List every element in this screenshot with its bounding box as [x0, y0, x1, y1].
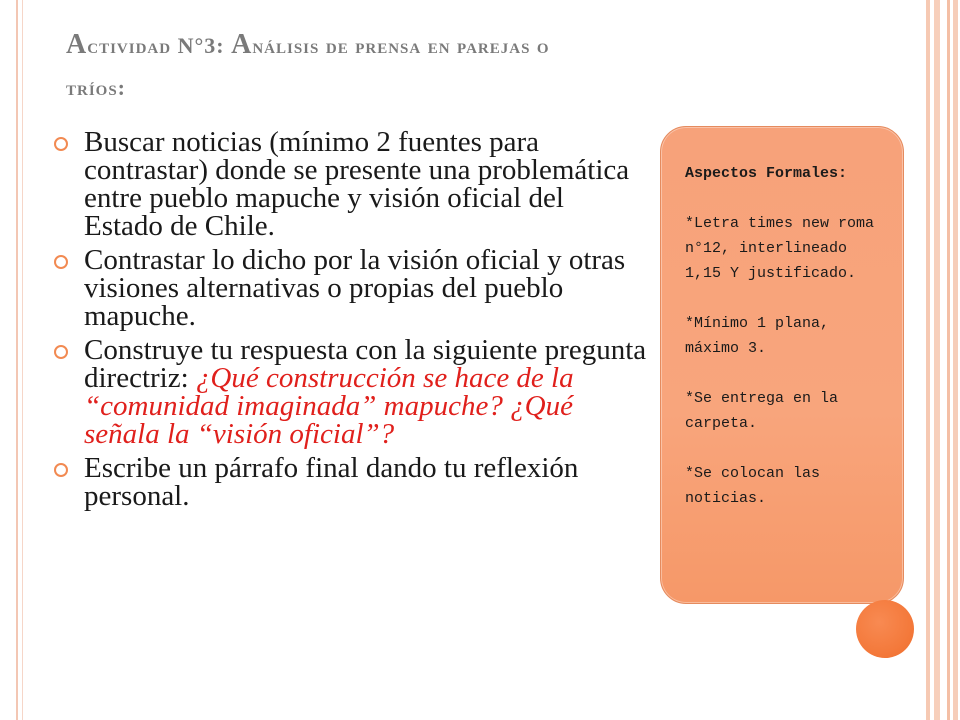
bullet-text: Contrastar lo dicho por la visión oficial y otras visiones alternativas o propias del pueblo mapuche. — [84, 244, 626, 332]
title-text: nálisis de prensa en parejas o — [252, 33, 550, 58]
stripe — [947, 0, 950, 720]
stripe — [953, 0, 958, 720]
formal-aspect-item: *Mínimo 1 plana, máximo 3. — [685, 315, 830, 357]
title-text-line2: tríos: — [66, 75, 127, 100]
stripe — [926, 0, 930, 720]
formal-aspects-box — [660, 126, 904, 604]
formal-aspect-item: *Letra times new roma n°12, interlineado 1,15 Y justificado. — [685, 215, 875, 282]
list-item — [48, 454, 648, 510]
formal-aspects-heading: Aspectos Formales: — [685, 165, 848, 182]
title-initial: A — [66, 29, 88, 60]
decorative-stripes — [924, 0, 960, 720]
ring-bullet-icon — [54, 137, 68, 151]
title-initial: A — [231, 29, 253, 60]
list-item — [48, 128, 648, 240]
title-text: ctividad N°3: — [87, 33, 225, 58]
bullet-text: Escribe un párrafo final dando tu reflexión personal. — [84, 452, 579, 512]
orange-circle-decoration — [856, 600, 914, 658]
bullet-text: Buscar noticias (mínimo 2 fuentes para contrastar) donde se presente una problemática entre pueblo mapuche y visión oficial del Estado de Chile. — [84, 126, 630, 242]
formal-aspects-text — [685, 161, 885, 511]
ring-bullet-icon — [54, 463, 68, 477]
ring-bullet-icon — [54, 255, 68, 269]
formal-aspect-item: *Se colocan las noticias. — [685, 465, 821, 507]
bullet-text: Construye tu respuesta con la siguiente pregunta directriz: — [84, 334, 647, 394]
list-item — [48, 246, 648, 330]
stripe — [934, 0, 940, 720]
frame-border-left — [16, 0, 18, 720]
list-item — [48, 336, 648, 448]
bullet-list — [48, 128, 648, 516]
formal-aspect-item: *Se entrega en la carpeta. — [685, 390, 839, 432]
slide-title — [66, 24, 866, 109]
guiding-question: ¿Qué construcción se hace de la “comunidad imaginada” mapuche? ¿Qué señala la “visión oficial”? — [84, 362, 574, 450]
frame-border-left-inner — [22, 0, 23, 720]
ring-bullet-icon — [54, 345, 68, 359]
